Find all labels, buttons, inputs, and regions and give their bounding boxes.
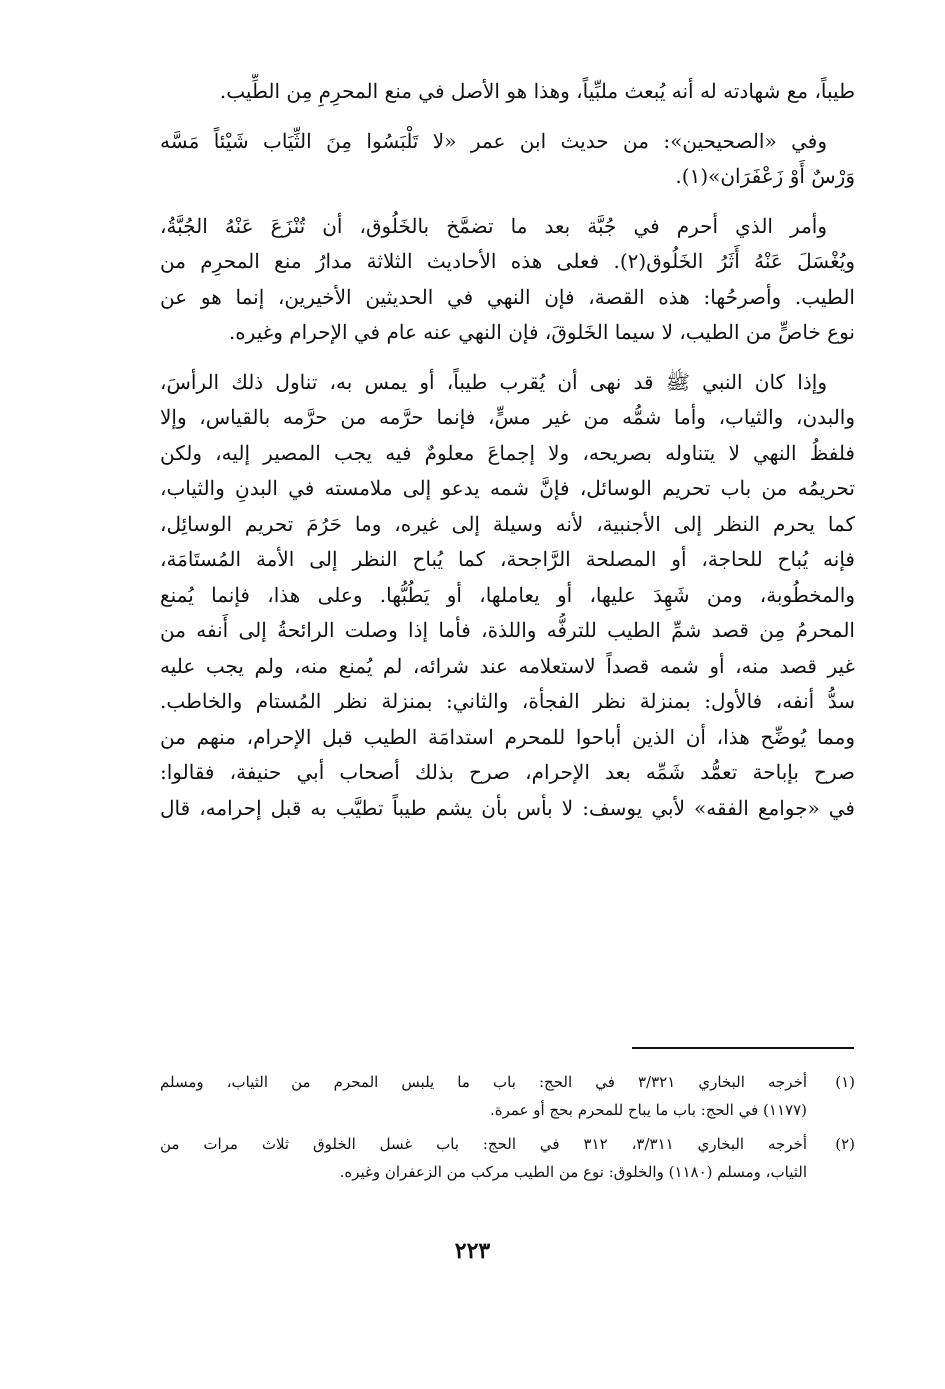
text-line: والمخطُوبة، ومن شَهِدَ عليها، أو يعاملها، أو يَطُبُّها. وعلى هذا، فإنما يُمنع [160,582,855,607]
footnote-text [160,1068,807,1124]
paragraph [160,124,855,195]
text-line: صرح بإباحة تعمُّد شَمِّه بعد الإحرام، صرح بذلك أصحاب أبي حنيفة، فقالوا: [160,760,855,784]
footnote-number: (١) [835,1073,855,1091]
footnote-line: أخرجه البخاري ٣/٣٢١ في الحج: باب ما يلبس المحرم من الثياب، ومسلم [160,1073,807,1091]
footnote-number: (٢) [835,1135,855,1153]
paragraph [160,209,855,351]
paragraph [160,365,855,827]
main-text [160,74,855,840]
footnote-line: أخرجه البخاري ٣/٣١١، ٣١٢ في الحج: باب غسل الخلوق ثلاث مرات من [160,1135,807,1153]
text-line: كما يحرم النظر إلى الأجنبية، لأنه وسيلة إلى غيره، وما حَرُمَ تحريم الوسائِل، [160,511,855,536]
footnote-line: الثياب، ومسلم (١١٨٠) والخلوق: نوع من الطيب مركب من الزعفران وغيره. [339,1163,807,1181]
footnote [160,1130,855,1186]
text-line: وَرْسٌ أَوْ زَعْفَرَان»(١). [675,164,855,188]
text-line: ويُغْسَلَ عَنْهُ أَثَرُ الخَلُوق(٢). فعلى هذه الأحاديث الثلاثة مدارُ منع المحرِم من [160,249,855,273]
text-line: وإذا كان النبي ﷺ قد نهى أن يُقرب طيباً، أو يمس به، تناول ذلك الرأسَ، [160,369,827,394]
text-line: غير قصد منه، أو شمه قصداً لاستعلامه عند شرائه، لم يُمنع منه، ولم يجب عليه [160,653,855,678]
text-line: وفي «الصحيحين»: من حديث ابن عمر «لا تَلْبَسُوا مِنَ الثِّيَاب شَيْئاً مَسَّه [160,128,827,153]
text-line: نوع خاصٍّ من الطيب، لا سيما الخَلوقَ، فإن النهي عنه عام في الإحرام وغيره. [228,320,855,344]
text-line: والبدن، والثياب، وأما شمُّه من غير مسٍّ، فإنما حرَّمه من حرَّمه بالقياس، وإلا [160,405,855,429]
text-line: المحرمُ مِن قصد شمِّ الطيب للترفُّه واللذة، فأما إذا وصلت الرائحةُ إلى أَنفه من [160,618,855,642]
paragraph [160,74,855,110]
footnote [160,1068,855,1124]
text-line: الطيب. وأصرحُها: هذه القصة، فإن النهي في الحديثين الأخيرين، إنما هو عن [160,284,855,309]
footnotes [160,1068,855,1192]
footnote-line: (١١٧٧) في الحج: باب ما يباح للمحرم بحج أو عمرة. [489,1101,807,1119]
page-number: ٢٢٣ [454,1238,491,1264]
footnote-text [160,1130,807,1186]
text-line: فإنه يُباح للحاجة، أو المصلحة الرَّاجحة، كما يُباح النظر إلى الأمة المُستَامَة، [160,547,855,571]
text-line: وأمر الذي أحرم في جُبَّة بعد ما تضمَّخ بالخَلُوق، أن تُنْزَعَ عَنْهُ الجُبَّةُ، [160,213,827,238]
text-line: ومما يُوضِّح هذا، أن الذين أباحوا للمحرم استدامَة الطيب قبل الإحرام، منهم من [160,724,855,749]
text-line: سدُّ أنفه، فالأول: بمنزلة نظر الفجأة، والثاني: بمنزلة نظر المُستام والخاطب. [160,689,855,713]
text-line: في «جوامع الفقه» لأبي يوسف: لا بأس بأن يشم طيباً تطيَّب به قبل إحرامه، قال [160,795,855,820]
text-line: تحريمُه من باب تحريم الوسائل، فإنَّ شمه يدعو إلى ملامسته في البدنِ والثياب، [160,476,855,500]
footnote-divider [632,1047,854,1049]
text-line: فلفظُ النهي لا يتناوله بصريحه، ولا إجماعَ معلومٌ فيه يجب المصير إليه، ولكن [160,440,855,465]
text-line: طيباً، مع شهادته له أنه يُبعث ملبِّياً، وهذا هو الأصل في منع المحرِمِ مِن الطِّيب. [219,79,855,103]
